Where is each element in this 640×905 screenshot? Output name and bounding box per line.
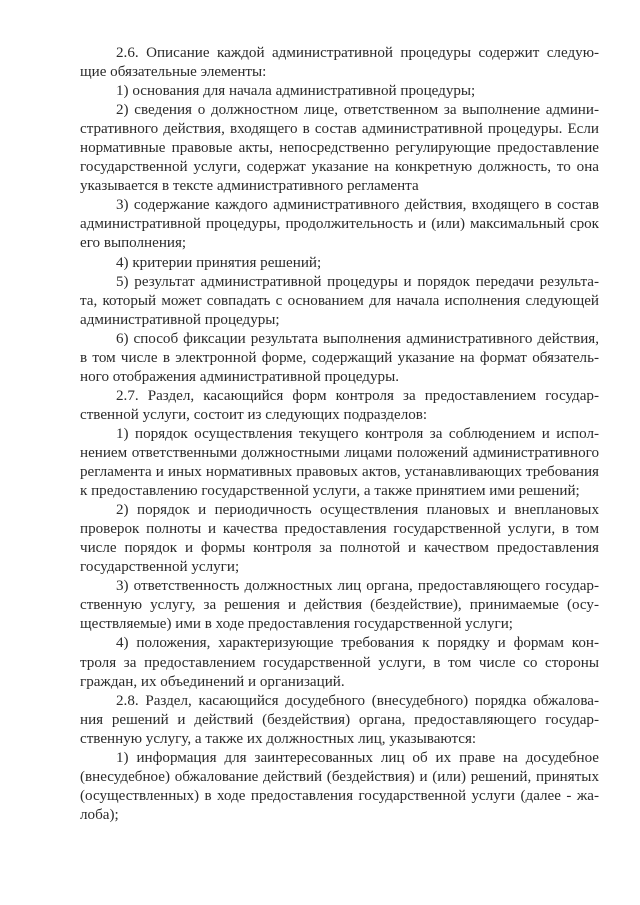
paragraph-2-7-item-1: 1) порядок осуществления текущего контроля за соблюдением и испол-нением ответственными должностными лицами положений административного регламента и иных нормативных правовых актов, устанавливающих требования к предоставлению государственной услуги, а также принятием ими решений; bbox=[80, 425, 599, 500]
paragraph-2-6-item-5: 5) результат административной процедуры и порядок передачи результа-та, который может совпадать с основанием для начала исполнения следующей административной процедуры; bbox=[80, 273, 599, 328]
paragraph-2-7-item-2: 2) порядок и периодичность осуществления плановых и внеплановых проверок полноты и качества предоставления государственной услуги, в том числе порядок и формы контроля за полнотой и качеством предоставления государственной услуги; bbox=[80, 502, 599, 576]
paragraph-2-7-item-3: 3) ответственность должностных лиц органа, предоставляющего государ-ственную услугу, за решения и действия (бездействие), принимаемые (осу-ществляемые) ими в ходе предоставления государственной услуги; bbox=[80, 578, 599, 633]
paragraph-2-6-item-3: 3) содержание каждого административного действия, входящего в состав административной процедуры, продолжительность и (или) максимальный срок его выполнения; bbox=[80, 197, 599, 252]
paragraph-2-6-item-1: 1) основания для начала административной процедуры; bbox=[116, 83, 476, 100]
paragraph-2-6-item-6: 6) способ фиксации результата выполнения административного действия, в том числе в электронной форме, содержащий указание на формат обязатель-ного отображения административной процедуры. bbox=[80, 330, 599, 385]
paragraph-2-7-item-4: 4) положения, характеризующие требования к порядку и формам кон-троля за предоставлением государственной услуги, в том числе со стороны граждан, их объединений и организаций. bbox=[80, 635, 599, 690]
document-page bbox=[80, 44, 599, 825]
paragraph-2-7: 2.7. Раздел, касающийся форм контроля за предоставлением государ-ственной услуги, состоит из следующих подразделов: bbox=[80, 387, 599, 423]
paragraph-2-6: 2.6. Описание каждой административной процедуры содержит следую-щие обязательные элементы: bbox=[80, 45, 599, 81]
paragraph-2-8: 2.8. Раздел, касающийся досудебного (внесудебного) порядка обжалова-ния решений и действий (бездействия) органа, предоставляющего государ-ственную услугу, а также их должностных лиц, указываются: bbox=[80, 692, 599, 747]
paragraph-2-6-item-4: 4) критерии принятия решений; bbox=[116, 254, 322, 271]
paragraph-2-8-item-1: 1) информация для заинтересованных лиц об их праве на досудебное (внесудебное) обжалование действий (бездействия) и (или) решений, принятых (осуществленных) в ходе предоставления государственной услуги (далее - жа-лоба); bbox=[80, 749, 599, 823]
paragraph-2-6-item-2: 2) сведения о должностном лице, ответственном за выполнение админи-стративного действия, входящего в состав административной процедуры. Если нормативные правовые акты, непосредственно регулирующие предоставление государственной услуги, содержат указание на конкретную должность, то она указывается в тексте административного регламента bbox=[80, 102, 599, 195]
